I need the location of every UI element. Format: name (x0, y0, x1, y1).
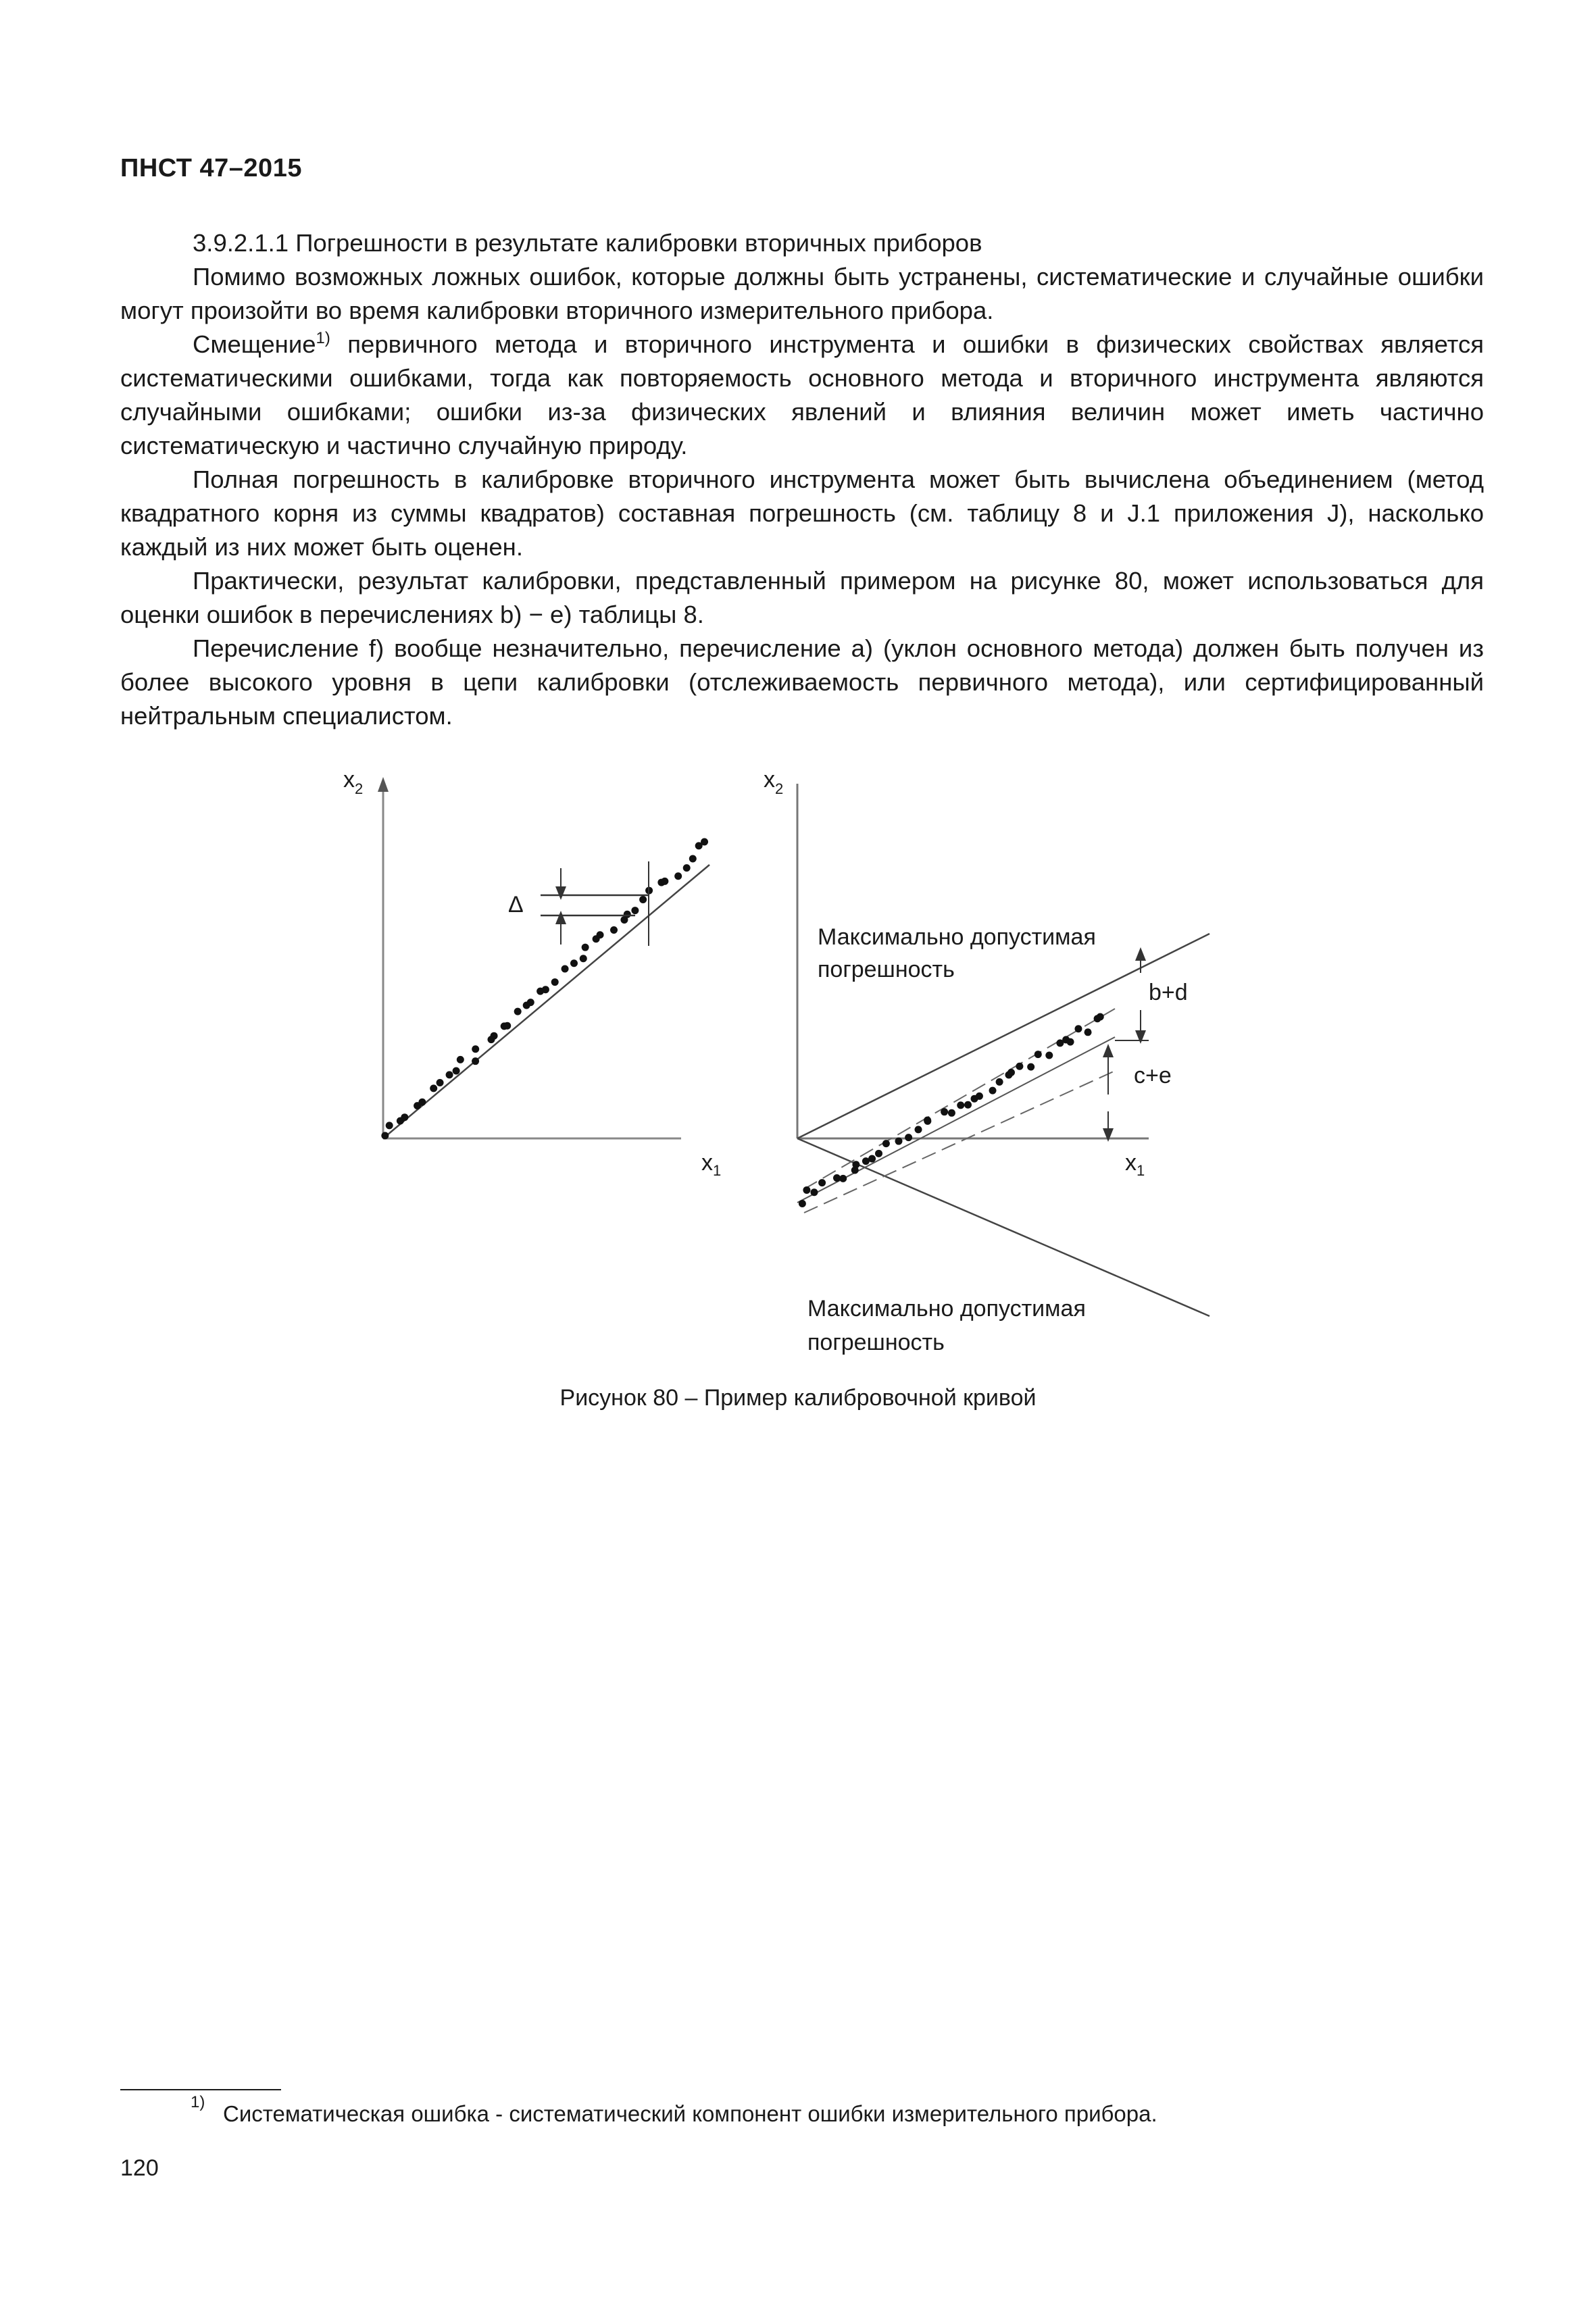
data-point (1045, 1052, 1053, 1059)
paragraph-5: Перечисление f) вообще незначительно, перечисление а) (уклон основного метода) должен быть получен из более высокого уровня в цепи калибровки (отслеживаемость первичного метода), или сертифицированный нейтральным специалистом. (120, 634, 1484, 730)
data-point (1034, 1051, 1042, 1058)
data-point (562, 965, 569, 972)
data-point (964, 1101, 972, 1109)
footnote-text: Систематическая ошибка - систематический компонент ошибки измерительного прибора. (223, 2101, 1157, 2126)
data-point (430, 1084, 437, 1092)
paragraph-4: Практически, результат калибровки, представленный примером на рисунке 80, может использоваться для оценки ошибок в перечислениях b) − е) таблицы 8. (120, 567, 1484, 628)
data-point (542, 986, 549, 993)
data-point (1067, 1038, 1074, 1046)
data-point (582, 944, 589, 951)
data-point (491, 1032, 498, 1040)
data-point (386, 1122, 393, 1129)
data-point (689, 855, 697, 863)
left-y-axis-arrow-icon (378, 777, 389, 792)
bd-label: b+d (1149, 980, 1188, 1005)
left-delta-label: Δ (508, 892, 524, 917)
data-point (868, 1155, 876, 1163)
data-point (818, 1179, 826, 1186)
data-point (915, 1126, 922, 1133)
data-point (503, 1022, 511, 1030)
upper-max-error-label-line1: Максимально допустимая (818, 924, 1096, 950)
left-x-axis-label: $x_1$ (701, 1150, 722, 1179)
paragraph-2 (120, 328, 1484, 463)
left-y-axis-label: $x_2$ (343, 767, 364, 797)
figure-caption: Рисунок 80 – Пример калибровочной кривой (559, 1385, 1037, 1411)
lower-max-error-label-line1: Максимально допустимая (807, 1296, 1086, 1322)
data-point (674, 872, 682, 880)
footnote-mark: 1) (191, 2093, 205, 2111)
data-point (639, 896, 647, 903)
data-point (472, 1057, 479, 1065)
upper-dashed-bound (804, 1009, 1115, 1189)
right-plot (764, 767, 1210, 1355)
data-point (1007, 1069, 1015, 1076)
data-point (437, 1079, 444, 1086)
data-point (957, 1101, 964, 1109)
data-point (701, 838, 708, 846)
page-number: 120 (120, 2155, 159, 2181)
upper-max-error-label-line2: погрешность (818, 957, 955, 982)
section-heading: 3.9.2.1.1 Погрешности в результате калибровки вторичных приборов (193, 229, 982, 257)
lower-max-error-label-line2: погрешность (807, 1330, 945, 1355)
footnote (191, 2093, 1157, 2127)
footnote-divider (120, 2089, 281, 2090)
data-point (446, 1071, 453, 1078)
data-point (631, 907, 639, 914)
data-point (457, 1056, 464, 1063)
left-plot (343, 767, 721, 1179)
data-point (1097, 1013, 1104, 1020)
right-data-points (799, 1013, 1104, 1207)
data-point (453, 1067, 460, 1074)
data-point (1027, 1063, 1034, 1071)
data-point (810, 1188, 818, 1196)
left-data-points (381, 838, 708, 1140)
data-point (948, 1109, 955, 1117)
data-point (472, 1045, 479, 1053)
ce-label: c+e (1134, 1063, 1172, 1088)
lower-dashed-bound (804, 1071, 1115, 1213)
footnote-reference[interactable]: 1) (316, 329, 330, 347)
data-point (996, 1078, 1003, 1086)
data-point (905, 1134, 912, 1141)
data-point (527, 999, 534, 1006)
paragraph-1: Помимо возможных ложных ошибок, которые должны быть устранены, систематические и случайные ошибки могут произойти во время калибровки вторичного измерительного прибора. (120, 263, 1484, 324)
data-point (1074, 1025, 1082, 1032)
data-point (882, 1140, 890, 1147)
data-point (895, 1138, 902, 1145)
document-id-header: ПНСТ 47–2015 (120, 154, 302, 182)
figure-80-calibration-curve (0, 743, 1596, 1419)
data-point (941, 1108, 948, 1115)
data-point (976, 1092, 983, 1100)
data-point (514, 1008, 522, 1015)
right-x-axis-label: $x_1$ (1125, 1150, 1145, 1179)
data-point (401, 1113, 408, 1121)
data-point (624, 911, 631, 918)
data-point (799, 1200, 806, 1207)
data-point (551, 978, 559, 986)
data-point (989, 1087, 997, 1095)
data-point (1016, 1063, 1023, 1070)
right-y-axis-label: $x_2$ (764, 767, 784, 797)
data-point (924, 1117, 931, 1124)
data-point (570, 959, 578, 967)
data-point (683, 864, 691, 872)
data-point (381, 1132, 389, 1139)
data-point (661, 878, 668, 885)
paragraph-3: Полная погрешность в калибровке вторичного инструмента может быть вычислена объединением (метод квадратного корня из суммы квадратов) составная погрешность (см. таблицу 8 и J.1 приложения J), насколько каждый из них может быть оценен. (120, 466, 1484, 561)
left-reference-line (383, 865, 709, 1138)
body-text (120, 226, 1484, 733)
data-point (875, 1150, 882, 1157)
data-point (418, 1099, 426, 1106)
data-point (580, 955, 587, 962)
data-point (803, 1186, 810, 1194)
data-point (852, 1161, 859, 1168)
paragraph-2-rest: первичного метода и вторичного инструмента и ошибки в физических свойствах является систематическими ошибками, тогда как повторяемость основного метода и вторичного инструмента являются случайными ошибками; ошибки из-за физических явлений и влияния величин может иметь частично систематическую и частично случайную природу. (120, 330, 1484, 459)
data-point (839, 1175, 847, 1182)
data-point (610, 926, 618, 934)
paragraph-2-start: Смещение (193, 330, 316, 358)
data-point (1084, 1028, 1092, 1036)
data-point (597, 931, 604, 938)
